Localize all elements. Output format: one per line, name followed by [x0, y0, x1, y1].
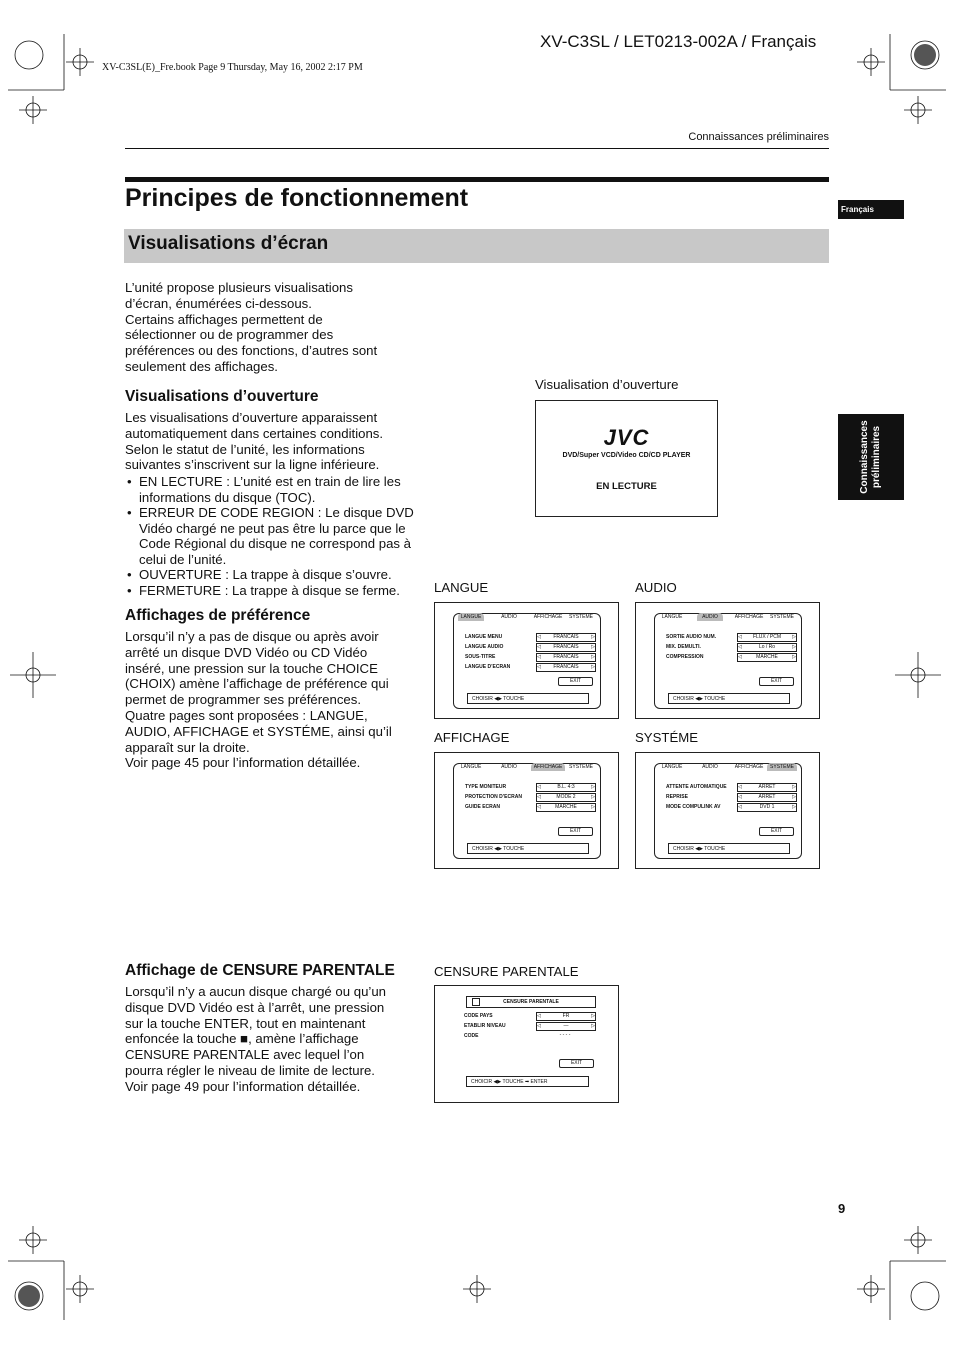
censure-text: [125, 984, 420, 1095]
chapter-tab: [838, 414, 904, 500]
text-line: AUDIO, AFFICHAGE et SYSTÉME, ainsi qu’il: [125, 723, 392, 739]
censure-screen: [434, 985, 619, 1103]
lock-icon: [472, 998, 480, 1006]
text-line: apparaît sur la droite.: [125, 739, 250, 755]
choice-bar: [466, 1076, 589, 1087]
text-line: Lorsqu’il n’y a aucun disque chargé ou qu’un: [125, 984, 387, 999]
touche-label: TOUCHE: [503, 696, 525, 702]
screen-caption: SYSTÉME: [635, 730, 699, 745]
text-line: Quatre pages sont proposées : LANGUE,: [125, 707, 368, 723]
text-line: arrêté un disque DVD Vidéo ou CD Vidéo: [125, 644, 368, 660]
text-line: Voir page 49 pour l’information détaillée.: [125, 1078, 361, 1094]
intro-line: préférences ou des fonctions, d’autres sont: [125, 343, 378, 359]
left-right-icon: ◀▶: [492, 696, 504, 702]
row-label: MIX. DEMULTI.: [666, 644, 701, 650]
text-line: enfoncée la touche ■, amène l’affichage: [125, 1031, 359, 1047]
subtitle-bar: [124, 229, 829, 263]
language-tab: Français: [838, 200, 904, 219]
left-right-icon: ◀▶: [493, 1079, 503, 1085]
choice-bar: [467, 843, 589, 854]
preference-text: [125, 629, 420, 771]
text-line: inséré, une pression sur la touche CHOICE: [125, 660, 378, 676]
menu-tab[interactable]: AFFICHAGE: [734, 614, 764, 620]
menu-tab[interactable]: LANGUE: [661, 614, 683, 620]
status-text: EN LECTURE: [596, 481, 657, 492]
chapter-tab-label: Connaissances préliminaires: [859, 420, 882, 494]
row-label: ATTENTE AUTOMATIQUE: [666, 784, 727, 790]
text-line: automatiquement dans certaines conditions.: [125, 425, 384, 441]
row-value[interactable]: ◁ FRANCAIS ▷: [536, 643, 596, 652]
menu-panel: [654, 763, 802, 859]
menu-tab[interactable]: AUDIO: [501, 614, 517, 620]
bullet-item: • OUVERTURE : La trappe à disque s’ouvre.: [125, 567, 420, 583]
menu-tab[interactable]: AFFICHAGE: [533, 614, 563, 620]
row-value[interactable]: ◁ MARCHE ▷: [536, 803, 596, 812]
row-label: PROTECTION D’ECRAN: [465, 794, 522, 800]
enter-arrow-icon: ➡: [524, 1079, 531, 1085]
bullet-item: • FERMETURE : La trappe à disque se ferme.: [125, 583, 420, 599]
menu-tab[interactable]: AFFICHAGE: [734, 764, 764, 770]
menu-tab[interactable]: LANGUE: [458, 613, 484, 621]
row-value[interactable]: ◁ MARCHE ▷: [737, 653, 797, 662]
text-line: disque DVD Vidéo est à l’arrêt, une pression: [125, 999, 385, 1015]
bullet-item: • ERREUR DE CODE REGION : Le disque DVD Vidéo chargé ne peut pas être lu parce que le Code Régional du disque ne correspond pas à celui de l’unité.: [125, 505, 420, 567]
row-value[interactable]: ◁ FLUX / PCM ▷: [737, 633, 797, 642]
censure-title-box: [466, 996, 596, 1008]
exit-button[interactable]: EXIT: [558, 827, 593, 836]
menu-tab[interactable]: SYSTÉME: [770, 614, 794, 620]
book-line: XV-C3SL(E)_Fre.book Page 9 Thursday, May 16, 2002 2:17 PM: [102, 62, 363, 73]
menu-tab[interactable]: SYSTÉME: [767, 763, 797, 771]
choice-bar: [668, 693, 790, 704]
ouverture-caption: Visualisation d’ouverture: [535, 377, 679, 392]
choisir-label: CHOISIR: [673, 696, 694, 702]
menu-tab[interactable]: AUDIO: [697, 613, 723, 621]
row-label: CODE: [464, 1033, 479, 1039]
touche-label: TOUCHE: [704, 846, 726, 852]
row-value[interactable]: ◁ FRANCAIS ▷: [536, 653, 596, 662]
menu-tab[interactable]: LANGUE: [460, 764, 482, 770]
menu-panel: [654, 613, 802, 709]
row-value[interactable]: ◁ FRANCAIS ▷: [536, 633, 596, 642]
text-line: Selon le statut de l’unité, les informations: [125, 441, 365, 457]
exit-button[interactable]: EXIT: [559, 1059, 594, 1068]
code-value: - - - -: [559, 1032, 571, 1038]
choicir-label: CHOICIR: [471, 1079, 493, 1085]
row-label: LANGUE D’ECRAN: [465, 664, 511, 670]
menu-tab[interactable]: AUDIO: [501, 764, 517, 770]
section-header: Connaissances préliminaires: [688, 131, 829, 143]
intro-line: d’écran, énumérées ci-dessous.: [125, 295, 312, 311]
row-label: SOUS-TITRE: [465, 654, 496, 660]
text-line: Voir page 45 pour l’information détaillée.: [125, 755, 361, 771]
ouverture-bullets: [125, 474, 420, 598]
choice-bar: [668, 843, 790, 854]
exit-button[interactable]: EXIT: [759, 677, 794, 686]
subtitle: Visualisations d’écran: [128, 233, 329, 254]
row-label: REPRISE: [666, 794, 688, 800]
ouverture-text: [125, 410, 420, 473]
enter-label: ENTER: [530, 1079, 548, 1085]
row-value[interactable]: ◁ ARRET ▷: [737, 783, 797, 792]
row-value[interactable]: ◁ FRANCAIS ▷: [536, 663, 596, 672]
page-title: Principes de fonctionnement: [125, 184, 469, 212]
text-line: CENSURE PARENTALE avec lequel l’on: [125, 1047, 365, 1063]
menu-panel: [453, 613, 601, 709]
exit-button[interactable]: EXIT: [759, 827, 794, 836]
text-line: Lorsqu’il n’y a pas de disque ou après avoir: [125, 629, 379, 644]
ouverture-screen: [535, 400, 718, 517]
intro-line: L’unité propose plusieurs visualisations: [125, 280, 353, 295]
censure-caption: CENSURE PARENTALE: [434, 964, 579, 979]
preference-screen: [434, 752, 619, 869]
bullet-item: • EN LECTURE : L’unité est en train de lire les informations du disque (TOC).: [125, 474, 420, 505]
menu-panel: [453, 763, 601, 859]
row-label: SORTIE AUDIO NUM.: [666, 634, 717, 640]
censure-heading: Affichage de CENSURE PARENTALE: [125, 962, 395, 979]
ouverture-heading: Visualisations d’ouverture: [125, 388, 319, 405]
choisir-label: CHOISIR: [472, 696, 493, 702]
row-label: LANGUE MENU: [465, 634, 503, 640]
preference-screen: [635, 752, 820, 869]
left-right-icon: ◀▶: [693, 696, 705, 702]
row-label: MODE COMPULINK AV: [666, 804, 721, 810]
preference-screen: [635, 602, 820, 719]
row-value[interactable]: ◁ ARRET ▷: [737, 793, 797, 802]
row-label: LANGUE AUDIO: [465, 644, 504, 650]
jvc-logo: JVC: [603, 425, 650, 450]
choice-bar: [467, 693, 589, 704]
intro-line: sélectionner ou de programmer des: [125, 327, 334, 343]
text-line: (CHOIX) amène l’affichage de préférence qui: [125, 676, 389, 692]
row-label: COMPRESSION: [666, 654, 704, 660]
left-right-icon: ◀▶: [693, 846, 705, 852]
text-line: sur la touche ENTER, tout en maintenant: [125, 1015, 366, 1031]
row-value[interactable]: ◁ DVD 1 ▷: [737, 803, 797, 812]
choisir-label: CHOISIR: [472, 846, 493, 852]
text-line: permet de programmer ses préférences.: [125, 692, 362, 708]
player-name: DVD/Super VCD/Video CD/CD PLAYER: [562, 452, 691, 459]
left-right-icon: ◀▶: [492, 846, 504, 852]
doc-reference: XV-C3SL / LET0213-002A / Français: [540, 32, 817, 51]
page-number: 9: [838, 1201, 846, 1216]
row-value[interactable]: ◁ FR ▷: [536, 1012, 596, 1021]
row-label: CODE PAYS: [464, 1013, 493, 1019]
intro-line: Certains affichages permettent de: [125, 311, 323, 327]
preference-screen: [434, 602, 619, 719]
menu-tab[interactable]: AFFICHAGE: [531, 763, 565, 771]
row-value[interactable]: ◁ B.L. 4:3 ▷: [536, 783, 596, 792]
text-line: Les visualisations d’ouverture apparaissent: [125, 410, 378, 425]
censure-screen-title: CENSURE PARENTALE: [503, 999, 559, 1005]
screen-caption: LANGUE: [434, 580, 489, 595]
text-line: suivantes s’inscrivent sur la ligne inférieure.: [125, 457, 380, 473]
screen-caption: AFFICHAGE: [434, 730, 510, 745]
row-value[interactable]: ◁ — ▷: [536, 1022, 596, 1031]
text-line: pourra régler le niveau de limite de lecture.: [125, 1062, 375, 1078]
intro-line: seulement des affichages.: [125, 358, 278, 374]
touche-label: TOUCHE: [704, 696, 726, 702]
row-value[interactable]: ◁ Lo / Ro ▷: [737, 643, 797, 652]
menu-tab[interactable]: LANGUE: [661, 764, 683, 770]
menu-tab[interactable]: AUDIO: [702, 764, 718, 770]
intro-paragraph: [125, 280, 420, 375]
row-label: ETABLIR NIVEAU: [464, 1023, 506, 1029]
header-rule: [125, 148, 829, 149]
screen-caption: AUDIO: [635, 580, 677, 595]
row-value[interactable]: ◁ MODE 2 ▷: [536, 793, 596, 802]
row-label: GUIDE ECRAN: [465, 804, 501, 810]
row-label: TYPE MONITEUR: [465, 784, 507, 790]
choisir-label: CHOISIR: [673, 846, 694, 852]
menu-tab[interactable]: SYSTÉME: [569, 764, 593, 770]
preference-heading: Affichages de préférence: [125, 607, 311, 624]
title-rule: [125, 177, 829, 182]
touche-label: TOUCHE: [502, 1079, 524, 1085]
menu-tab[interactable]: SYSTÉME: [569, 614, 593, 620]
exit-button[interactable]: EXIT: [558, 677, 593, 686]
touche-label: TOUCHE: [503, 846, 525, 852]
